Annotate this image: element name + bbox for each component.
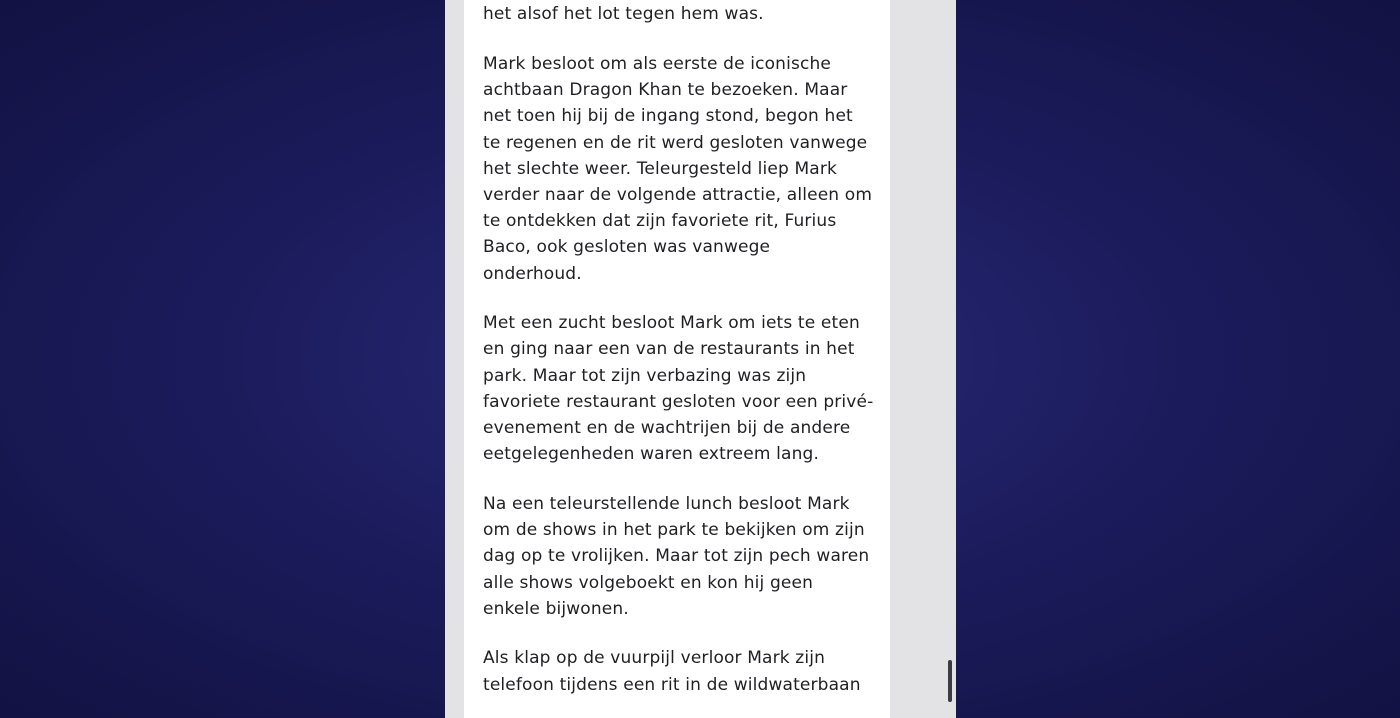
article-body [483,0,875,718]
article-paragraph-1: het alsof het lot tegen hem was. [483,4,764,25]
article-paragraph-5: Als klap op de vuurpijl verloor Mark zijn telefoon tijdens een rit in de wildwaterbaan [483,648,861,695]
scrollbar-thumb[interactable] [948,660,952,702]
article-card [464,0,890,718]
article-paragraph-3: Met een zucht besloot Mark om iets te eten en ging naar een van de restaurants in het park. Maar tot zijn verbazing was zijn favoriete restaurant gesloten voor een privé- evenement en de wachtrijen bij de andere eetgelegenheden waren extreem lang. [483,313,874,465]
article-paragraph-4: Na een teleurstellende lunch besloot Mark om de shows in het park te bekijken om zijn dag op te vrolijken. Maar tot zijn pech waren alle shows volgeboekt en kon hij geen enkele bijwonen. [483,493,870,619]
reader-frame [445,0,956,718]
article-paragraph-2: Mark besloot om als eerste de iconische achtbaan Dragon Khan te bezoeken. Maar net toen hij bij de ingang stond, begon het te regenen en de rit werd gesloten vanwege het slechte weer. Teleurgesteld liep Mark verder naar de volgende attractie, alleen om te ontdekken dat zijn favoriete rit, Furius Baco, ook gesloten was vanwege onderhoud. [483,53,873,284]
